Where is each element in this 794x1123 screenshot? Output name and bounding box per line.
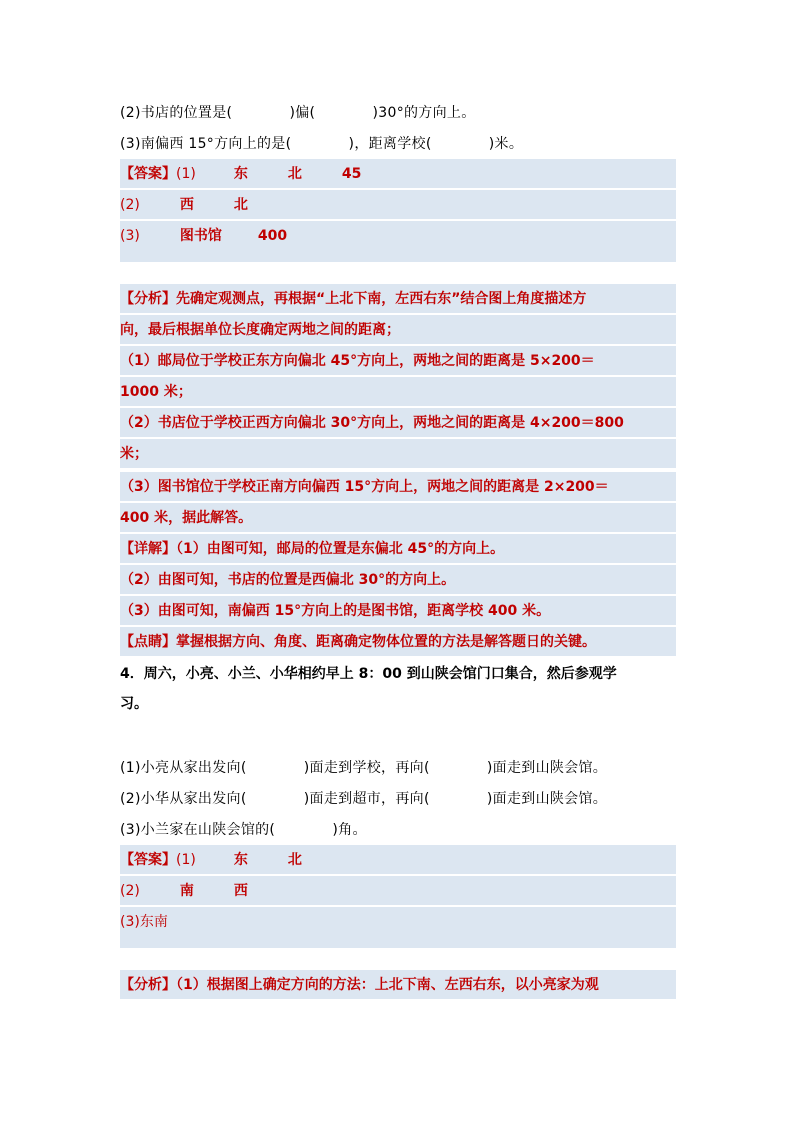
detail-text: （3）由图可知，南偏西 15°方向上的是图书馆，距离学校 400 米。 <box>120 603 551 619</box>
analysis-text: 米； <box>120 446 148 462</box>
q4-sub1-text: (1)小亮从家出发向( )面走到学校，再向( )面走到山陕会馆。 <box>120 760 608 776</box>
q3-sub2-text: (2)书店的位置是( )偏( )30°的方向上。 <box>120 105 476 121</box>
answer-value: 东 <box>233 852 248 868</box>
q4-answer-line-3 <box>120 907 676 948</box>
answer-value: 南 <box>179 883 194 899</box>
answer-value: 东 <box>233 166 248 182</box>
q4-stem-line-1: 4．周六，小亮、小兰、小华相约早上 8：00 到山陕会馆门口集合，然后参观学 <box>120 666 617 682</box>
answer-value: 45 <box>341 166 362 182</box>
answer-value: (3)东南 <box>120 914 168 930</box>
comment-text: 【点睛】掌握根据方向、角度、距离确定物体位置的方法是解答题日的关键。 <box>120 634 596 650</box>
analysis-text: 向，最后根据单位长度确定两地之间的距离； <box>120 322 400 338</box>
analysis-text: 1000 米； <box>120 384 192 400</box>
detail-text: 【详解】（1）由图可知，邮局的位置是东偏北 45°的方向上。 <box>120 541 505 557</box>
detail-text: （2）由图可知，书店的位置是西偏北 30°的方向上。 <box>120 572 456 588</box>
answer-value: 北 <box>287 852 302 868</box>
analysis-text: （3）图书馆位于学校正南方向偏西 15°方向上，两地之间的距离是 2×200＝ <box>120 479 609 495</box>
answer-value: 西 <box>233 883 248 899</box>
answer-number: (1) <box>176 166 196 182</box>
q4-sub3-text: (3)小兰家在山陕会馆的( )角。 <box>120 822 367 838</box>
q4-answer-line-1 <box>120 845 676 874</box>
q4-stem-line-2: 习。 <box>120 696 148 712</box>
answer-value: 西 <box>179 197 194 213</box>
q3-answer-line-2 <box>120 190 676 219</box>
answer-number: (1) <box>176 852 196 868</box>
q3-answer-line-3 <box>120 221 676 262</box>
answer-label: 【答案】 <box>120 852 176 868</box>
answer-number: (3) <box>120 228 140 244</box>
analysis-text: 【分析】先确定观测点，再根据“上北下南，左西右东”结合图上角度描述方 <box>120 291 587 307</box>
analysis-text: 【分析】（1）根据图上确定方向的方法：上北下南、左西右东，以小亮家为观 <box>120 977 599 993</box>
answer-value: 图书馆 <box>179 228 222 244</box>
analysis-text: （1）邮局位于学校正东方向偏北 45°方向上，两地之间的距离是 5×200＝ <box>120 353 595 369</box>
answer-number: (2) <box>120 197 140 213</box>
answer-value: 400 <box>257 228 288 244</box>
analysis-text: 400 米，据此解答。 <box>120 510 253 526</box>
answer-value: 北 <box>233 197 248 213</box>
q3-answer-line-1 <box>120 159 676 188</box>
q3-sub3-text: (3)南偏西 15°方向上的是( )，距离学校( )米。 <box>120 136 524 152</box>
answer-label: 【答案】 <box>120 166 176 182</box>
answer-number: (2) <box>120 883 140 899</box>
answer-value: 北 <box>287 166 302 182</box>
analysis-text: （2）书店位于学校正西方向偏北 30°方向上，两地之间的距离是 4×200＝800 <box>120 415 624 431</box>
q4-sub2-text: (2)小华从家出发向( )面走到超市，再向( )面走到山陕会馆。 <box>120 791 608 807</box>
q4-answer-line-2 <box>120 876 676 905</box>
